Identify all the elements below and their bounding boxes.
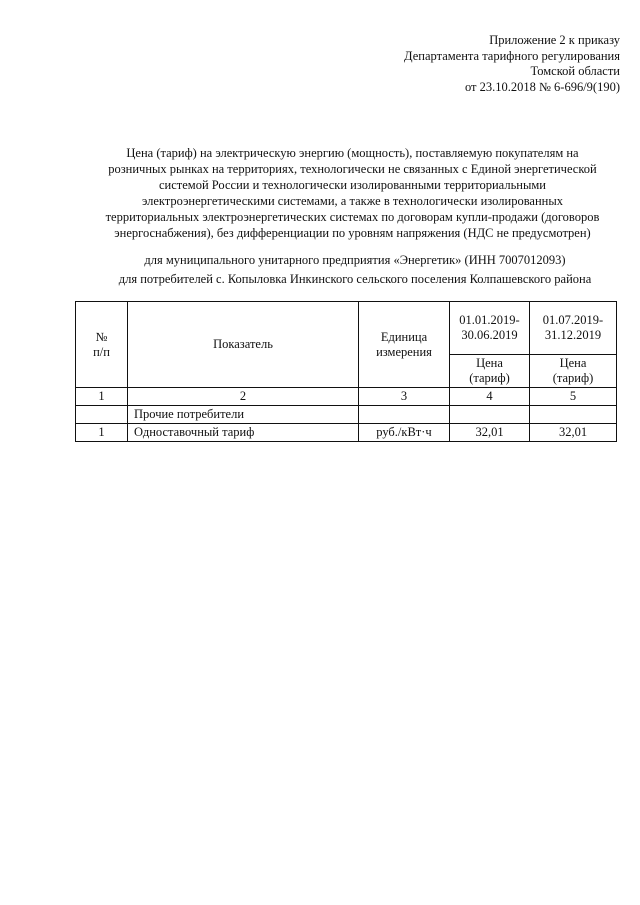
column-number: 2 — [128, 388, 359, 406]
row-unit: руб./кВт·ч — [359, 424, 450, 442]
title-line: электроэнергетическими системами, а также в технологически изолированных — [141, 194, 564, 208]
column-number: 5 — [530, 388, 617, 406]
row-value-1: 32,01 — [450, 424, 530, 442]
category-empty-cell — [359, 406, 450, 424]
category-row — [76, 406, 617, 424]
row-num: 1 — [76, 424, 128, 442]
header-line-region: Томской области — [530, 64, 620, 78]
header-line-department: Департамента тарифного регулирования — [404, 48, 620, 63]
row-value-2: 32,01 — [530, 424, 617, 442]
row-indicator: Одноставочный тариф — [128, 424, 359, 442]
title-line: системой России и технологически изолированными территориальными — [159, 178, 546, 192]
category-label: Прочие потребители — [128, 406, 359, 424]
order-header — [320, 33, 620, 95]
header-num: № п/п — [76, 302, 128, 388]
title-line: Цена (тариф) на электрическую энергию (мощность), поставляемую покупателям на — [126, 146, 579, 160]
title-line: розничных рынках на территориях, технологически не связанных с Единой энергетической — [108, 162, 597, 176]
column-number: 4 — [450, 388, 530, 406]
tariff-table — [75, 301, 617, 442]
subtitle-consumers: для потребителей с. Копыловка Инкинского сельского поселения Колпашевского района — [118, 272, 592, 286]
header-period-1: 01.01.2019- 30.06.2019 — [450, 302, 530, 355]
category-empty-cell — [530, 406, 617, 424]
document-subtitle — [60, 251, 640, 289]
header-price-2: Цена (тариф) — [530, 355, 617, 388]
header-unit: Единица измерения — [359, 302, 450, 388]
title-line: энергоснабжения), без дифференциации по уровням напряжения (НДС не предусмотрен) — [114, 226, 591, 240]
document-title — [80, 145, 625, 241]
header-indicator: Показатель — [128, 302, 359, 388]
category-num-cell — [76, 406, 128, 424]
header-period-2: 01.07.2019- 31.12.2019 — [530, 302, 617, 355]
subtitle-enterprise: для муниципального унитарного предприятия «Энергетик» (ИНН 7007012093) — [144, 253, 566, 267]
header-line-date: от 23.10.2018 № 6-696/9(190) — [464, 79, 620, 94]
category-empty-cell — [450, 406, 530, 424]
header-price-1: Цена (тариф) — [450, 355, 530, 388]
column-number-row — [76, 388, 617, 406]
table-row — [76, 424, 617, 442]
header-line-appendix: Приложение 2 к приказу — [489, 33, 620, 47]
column-number: 3 — [359, 388, 450, 406]
title-line: территориальных электроэнергетических системах по договорам купли-продажи (договоров — [105, 210, 600, 224]
column-number: 1 — [76, 388, 128, 406]
table-header-row — [76, 302, 617, 355]
